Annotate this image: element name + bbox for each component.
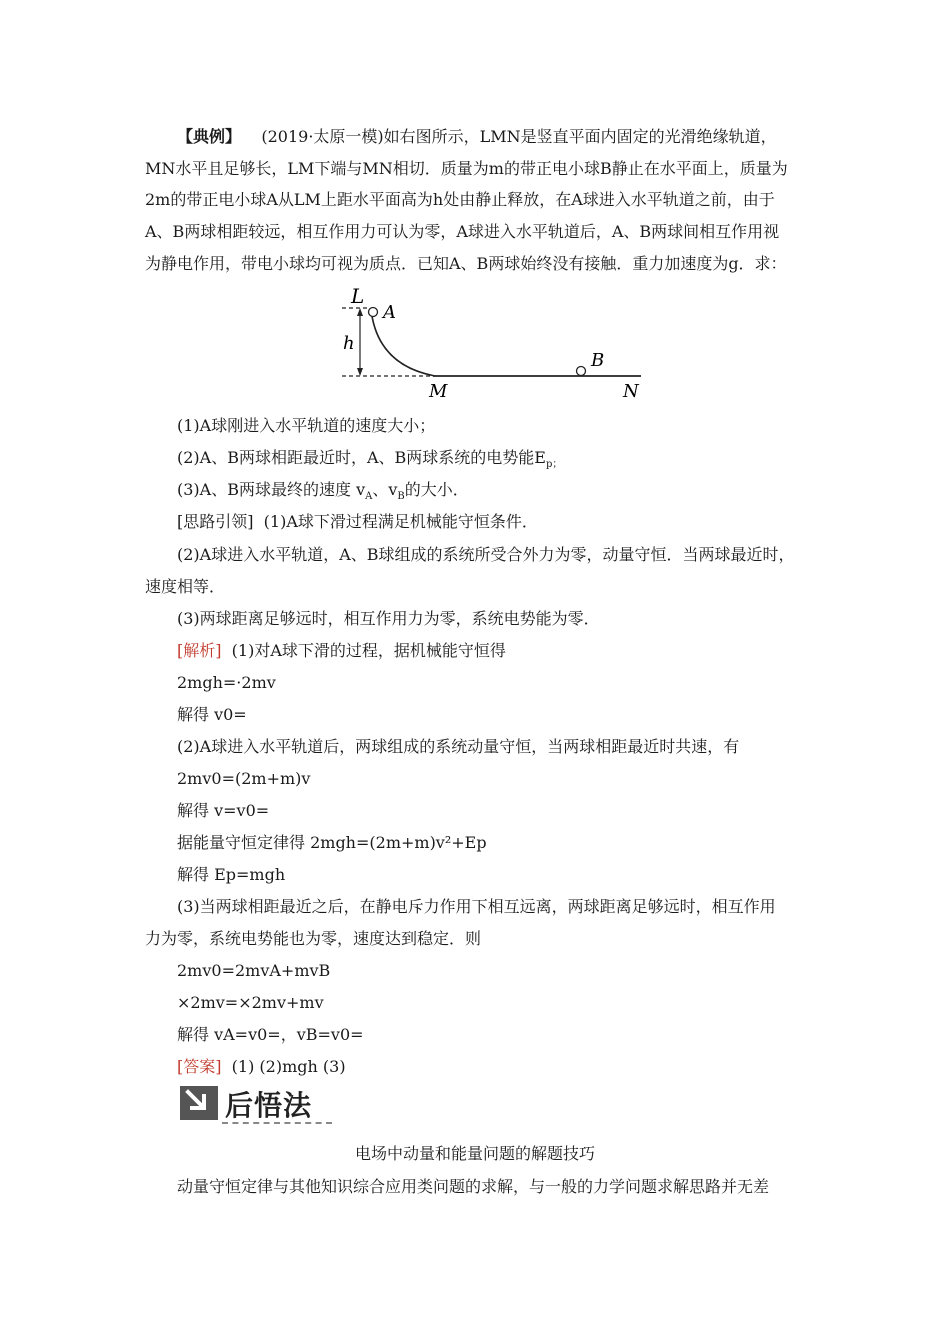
eq-4: 解得 v=v0= [177,801,270,820]
ball-A [369,308,378,317]
problem-line-1 [177,127,777,147]
eq-3: 2mv0=(2m+m)v [177,769,311,788]
hint-line-2b: 速度相等． [145,577,226,596]
eq-8: ×2mv=×2mv+mv [177,993,324,1012]
problem-source: (2019·太原一模) [261,127,384,146]
question-3: (3)A、B两球最终的速度 $v_A$、$v_B$的大小． [177,480,469,503]
solution-line-3b: 力为零，系统电势能也为零，速度达到稳定．则 [145,929,482,948]
label-M: M [429,381,448,402]
label-L: L [351,285,365,308]
section-underline [222,1122,332,1124]
answer-tag: [答案] [177,1057,222,1076]
section-subtitle: 电场中动量和能量问题的解题技巧 [354,1144,595,1163]
eq-9: 解得 vA=v0=，vB=v0= [177,1025,364,1044]
ball-B [577,367,586,376]
solution-line-2: (2)A球进入水平轨道后，两球组成的系统动量守恒，当两球相距最近时共速，有 [177,737,740,756]
arrow-icon [180,1086,218,1120]
height-arrow-top [357,308,363,316]
example-tag: 【典例】 [177,127,242,146]
hint-line-2: (2)A球进入水平轨道，A、B球组成的系统所受合外力为零，动量守恒．当两球最近时， [177,545,795,564]
section-header [180,1082,332,1126]
eq-2: 解得 v0= [177,705,247,724]
eq-7: 2mv0=2mvA+mvB [177,961,331,980]
hint-line-1: [思路引领] (1)A球下滑过程满足机械能守恒条件． [177,512,538,531]
eq-1: 2mgh=·2mv [177,673,276,692]
curved-track-LM [371,309,435,376]
problem-line-4: A、B两球相距较远，相互作用力可认为零，A球进入水平轨道后，A、B两球间相互作用视 [145,222,780,241]
section-title: 后悟法 [225,1089,313,1122]
label-h: h [343,333,355,354]
label-B: B [591,350,605,371]
solution-line-3: (3)当两球相距最近之后，在静电斥力作用下相互远离，两球距离足够远时，相互作用 [177,897,776,916]
solution-tag: [解析] [177,641,222,660]
eq-5: 据能量守恒定律得 2mgh=(2m+m)v²+Ep [177,833,487,852]
eq-6: 解得 Ep=mgh [177,865,286,884]
question-1: (1)A球刚进入水平轨道的速度大小； [177,416,436,435]
answer-line: [答案] (1) (2)mgh (3) [177,1057,346,1076]
problem-line-3: 2m的带正电小球A从LM上距水平面高为h处由静止释放，在A球进入水平轨道之前，由于 [145,190,775,209]
label-A: A [383,302,396,323]
problem-line-5: 为静电作用，带电小球均可视为质点．已知A、B两球始终没有接触．重力加速度为g．求： [145,254,787,273]
problem-text-1: 如右图所示，LMN是竖直平面内固定的光滑绝缘轨道， [383,127,777,146]
problem-line-2: MN水平且足够长，LM下端与MN相切．质量为m的带正电小球B静止在水平面上，质量为 [145,159,788,178]
height-arrow-bottom [357,368,363,376]
hint-tag: [思路引领] [177,512,254,531]
question-2: (2)A、B两球相距最近时，A、B两球系统的电势能$E_{p;}$ [177,448,563,471]
hint-line-3: (3)两球距离足够远时，相互作用力为零，系统电势能为零． [177,609,600,628]
solution-line-1: [解析] (1)对A球下滑的过程，据机械能守恒得 [177,641,506,660]
track-diagram [335,285,655,405]
section-body: 动量守恒定律与其他知识综合应用类问题的求解，与一般的力学问题求解思路并无差 [177,1177,770,1196]
label-N: N [623,381,639,402]
